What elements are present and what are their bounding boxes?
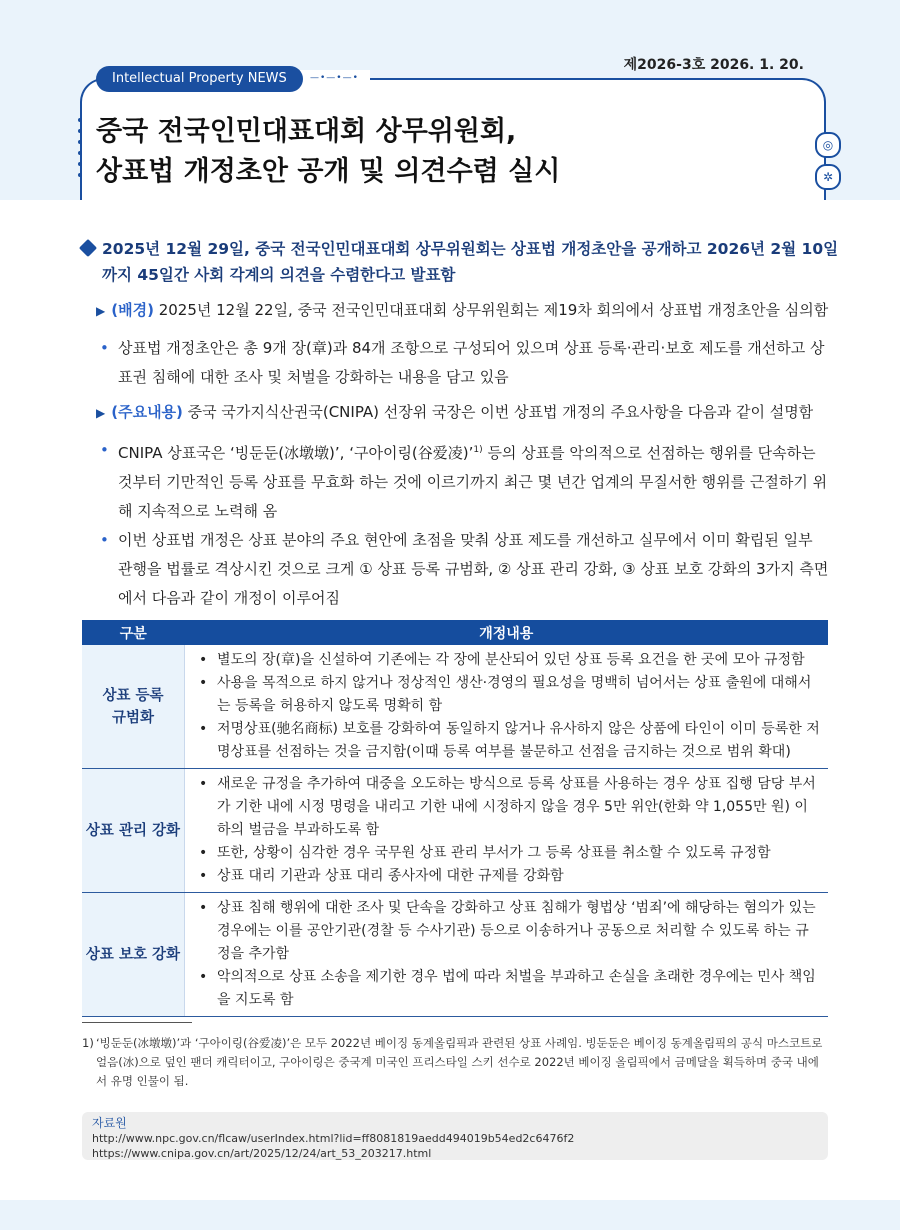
lead-summary xyxy=(80,236,840,288)
list-item: • 상표 침해 행위에 대한 조사 및 단속을 강화하고 상표 침해가 형법상 ‘범죄’에 해당하는 혐의가 있는 경우에는 이를 공안기관(경찰 등 수사기관) 등으로 이송하거나 공동으로 처리할 수 있도록 하는 규정을 추가함 xyxy=(193,897,820,966)
arrow-right-icon: ▶ xyxy=(96,304,106,318)
arrow-right-icon: ▶ xyxy=(96,406,106,420)
section-background: ▶ (배경) 2025년 12월 22일, 중국 전국인민대표대회 상무위원회는 제19차 회의에서 상표법 개정초안을 심의함 xyxy=(96,301,829,319)
newsletter-badge: Intellectual Property NEWS xyxy=(96,66,303,92)
title-decoration xyxy=(78,118,83,184)
footnote-ref[interactable]: 1) xyxy=(473,445,483,455)
table-row xyxy=(82,769,828,893)
table-header-category: 구분 xyxy=(82,620,185,645)
source-link[interactable]: https://www.cnipa.gov.cn/art/2025/12/24/art_53_203217.html xyxy=(92,1147,432,1160)
source-link[interactable]: http://www.npc.gov.cn/flcaw/userIndex.html?lid=ff8081819aedd494019b54ed2c6476f2 xyxy=(92,1132,575,1145)
section-main-content: ▶ (주요내용) 중국 국가지식산권국(CNIPA) 선장위 국장은 이번 상표법 개정의 주요사항을 다음과 같이 설명함 xyxy=(96,403,814,421)
list-item: • 별도의 장(章)을 신설하여 기존에는 각 장에 분산되어 있던 상표 등록 요건을 한 곳에 모아 규정함 xyxy=(193,649,820,672)
title-line-2: 상표법 개정초안 공개 및 의견수렴 실시 xyxy=(96,156,561,187)
source-box xyxy=(82,1112,828,1160)
title-line-1: 중국 전국인민대표대회 상무위원회, xyxy=(96,116,517,147)
row-category: 상표 등록 규범화 xyxy=(82,645,185,769)
amendment-table xyxy=(82,620,828,1017)
cube-icon xyxy=(79,239,97,257)
globe-icon: ◎ xyxy=(815,132,841,158)
list-item: • 사용을 목적으로 하지 않거나 정상적인 생산·경영의 필요성을 명백히 넘어서는 상표 출원에 대해서는 등록을 허용하지 않도록 명확히 함 xyxy=(193,672,820,718)
lead-text: 2025년 12월 29일, 중국 전국인민대표대회 상무위원회는 상표법 개정초안을 공개하고 2026년 2월 10일까지 45일간 사회 각계의 의견을 수렴한다고 발표함 xyxy=(102,240,839,284)
list-item: • 악의적으로 상표 소송을 제기한 경우 법에 따라 처벌을 부과하고 손실을 초래한 경우에는 민사 책임을 지도록 함 xyxy=(193,966,820,1012)
issue-number: 제2026-3호 2026. 1. 20. xyxy=(623,57,804,73)
footer-band xyxy=(0,1200,900,1230)
footnote-divider xyxy=(82,1022,192,1023)
list-item: • 상표 대리 기관과 상표 대리 종사자에 대한 규제를 강화함 xyxy=(193,865,820,888)
network-icon: ✲ xyxy=(815,164,841,190)
list-item: • 저명상표(驰名商标) 보호를 강화하여 동일하지 않거나 유사하지 않은 상품에 타인이 이미 등록한 저명상표를 선점하는 것을 금지함(이때 등록 여부를 불문하고 선점을 금지하는 것으로 범위 확대) xyxy=(193,718,820,764)
source-label: 자료원 xyxy=(92,1116,127,1130)
footnote: 1) ‘빙둔둔(冰墩墩)’과 ‘구아이링(谷爱凌)’은 모두 2022년 베이징 동계올림픽과 관련된 상표 사례임. 빙둔둔은 베이징 동계올림픽의 공식 마스코트로 얼음(冰)으로 덮인 팬더 캐릭터이고, 구아이링은 중국계 미국인 프리스타일 스키 선수로 2022년 베이징 올림픽에서 금메달을 획득하며 중국 내에서 유명 인물이 됨. xyxy=(82,1036,823,1088)
table-header-content: 개정내용 xyxy=(185,620,829,645)
list-item: • CNIPA 상표국은 ‘빙둔둔(冰墩墩)’, ‘구아이링(谷爱凌)’$^{1)}$ 등의 상표를 악의적으로 선점하는 행위를 단속하는 것부터 기만적인 등록 상표를 무효화 하는 것에 이르기까지 최근 몇 년간 업계의 무질서한 행위를 근절하기 위해 지속적으로 노력해 옴 xyxy=(100,441,828,520)
list-item: • 상표법 개정초안은 총 9개 장(章)과 84개 조항으로 구성되어 있으며 상표 등록·관리·보호 제도를 개선하고 상표권 침해에 대한 조사 및 처벌을 강화하는 내용을 담고 있음 xyxy=(100,339,825,386)
table-row xyxy=(82,645,828,769)
table-row xyxy=(82,893,828,1017)
list-item: • 이번 상표법 개정은 상표 분야의 주요 현안에 초점을 맞춰 상표 제도를 개선하고 실무에서 이미 확립된 일부 관행을 법률로 격상시킨 것으로 크게 ① 상표 등록 규범화, ② 상표 관리 강화, ③ 상표 보호 강화의 3가지 측면에서 다음과 같이 개정이 이루어짐 xyxy=(100,531,829,607)
list-item: • 새로운 규정을 추가하여 대중을 오도하는 방식으로 등록 상표를 사용하는 경우 상표 집행 담당 부서가 기한 내에 시정 명령을 내리고 기한 내에 시정하지 않을 경우 5만 위안(한화 약 1,055만 원) 이하의 벌금을 부과하도록 함 xyxy=(193,773,820,842)
list-item: • 또한, 상황이 심각한 경우 국무원 상표 관리 부서가 그 등록 상표를 취소할 수 있도록 규정함 xyxy=(193,842,820,865)
page-title xyxy=(96,112,560,192)
row-category: 상표 관리 강화 xyxy=(82,769,185,893)
decorative-dots: —•—•—• xyxy=(310,73,359,83)
row-category: 상표 보호 강화 xyxy=(82,893,185,1017)
